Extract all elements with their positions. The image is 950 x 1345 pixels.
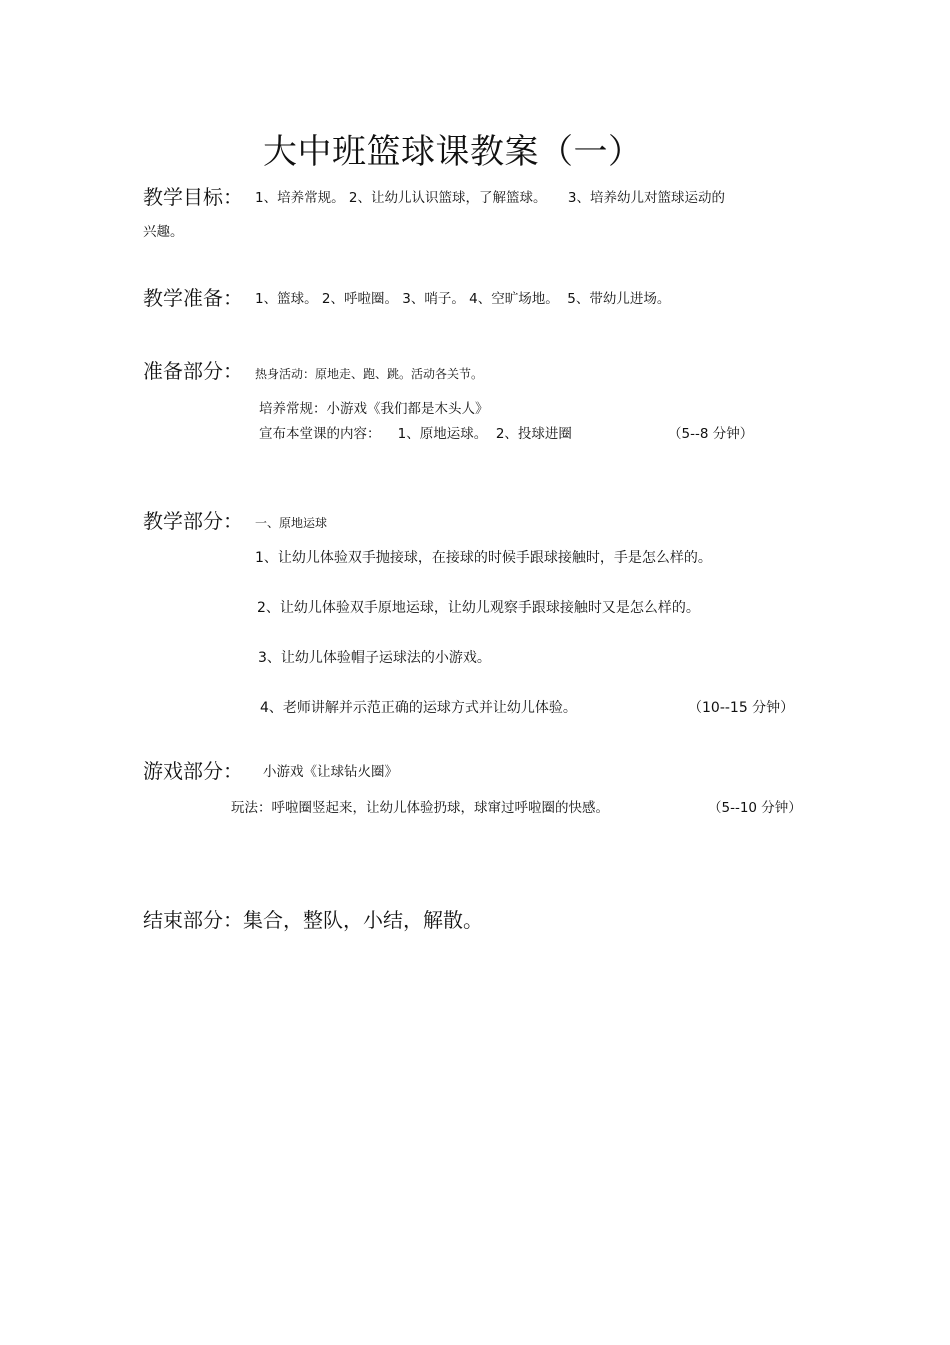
teaching-subheading: 一、原地运球 bbox=[255, 516, 328, 530]
teaching-time: （10--15 分钟） bbox=[688, 700, 795, 716]
teaching-item-4: 4、老师讲解并示范正确的运球方式并让幼儿体验。 bbox=[260, 700, 577, 716]
goals-line-1: 1、培养常规。 2、让幼儿认识篮球，了解篮球。 3、培养幼儿对篮球运动的 bbox=[255, 190, 726, 206]
warmup-line-2: 培养常规：小游戏《我们都是木头人》 bbox=[259, 401, 489, 417]
page-title: 大中班篮球课教案（一） bbox=[263, 132, 643, 172]
teaching-heading: 教学部分： bbox=[143, 509, 243, 533]
teaching-item-3: 3、让幼儿体验帽子运球法的小游戏。 bbox=[258, 650, 491, 666]
teaching-item-2: 2、让幼儿体验双手原地运球，让幼儿观察手跟球接触时又是怎么样的。 bbox=[257, 600, 700, 616]
goals-line-2: 兴趣。 bbox=[143, 224, 184, 240]
warmup-line-3: 宣布本堂课的内容： 1、原地运球。 2、投球进圈 bbox=[259, 426, 572, 442]
warmup-heading: 准备部分： bbox=[143, 359, 243, 383]
ending-text: 结束部分：集合，整队，小结，解散。 bbox=[143, 908, 483, 932]
warmup-line-1: 热身活动：原地走、跑、跳。活动各关节。 bbox=[255, 367, 484, 381]
game-rule: 玩法：呼啦圈竖起来，让幼儿体验扔球，球窜过呼啦圈的快感。 bbox=[231, 800, 609, 816]
game-time: （5--10 分钟） bbox=[708, 800, 802, 816]
teaching-item-1: 1、让幼儿体验双手抛接球，在接球的时候手跟球接触时，手是怎么样的。 bbox=[255, 550, 712, 566]
game-heading: 游戏部分： bbox=[143, 759, 243, 783]
game-name: 小游戏《让球钻火圈》 bbox=[263, 764, 398, 780]
goals-heading: 教学目标： bbox=[143, 185, 243, 209]
warmup-time: （5--8 分钟） bbox=[668, 426, 754, 442]
prep-line: 1、篮球。 2、呼啦圈。 3、哨子。 4、空旷场地。 5、带幼儿进场。 bbox=[255, 291, 671, 307]
prep-heading: 教学准备： bbox=[143, 286, 243, 310]
